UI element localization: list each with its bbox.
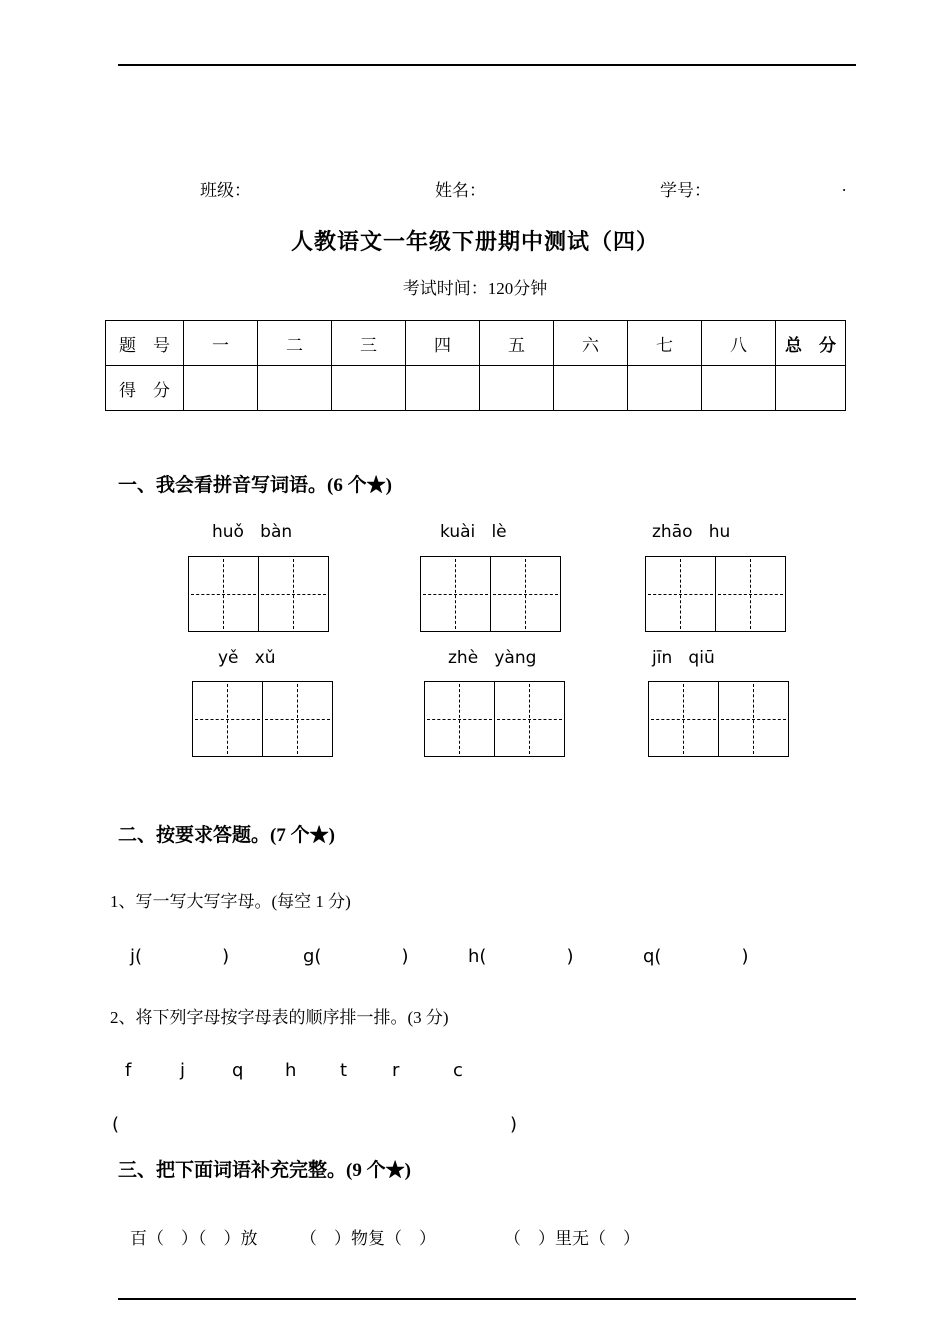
score-row xyxy=(106,366,846,411)
page-title: 人教语文一年级下册期中测试（四） xyxy=(290,229,659,254)
writing-cell xyxy=(646,557,715,631)
score-cell xyxy=(776,366,846,411)
writing-cell xyxy=(262,682,332,756)
score-cell xyxy=(628,366,702,411)
uppercase-blank-h: h( ) xyxy=(468,946,574,967)
writing-cell xyxy=(490,557,560,631)
writing-cell xyxy=(425,682,494,756)
writing-grid xyxy=(188,556,329,632)
writing-cell xyxy=(494,682,564,756)
column-six: 六 xyxy=(554,321,628,366)
answer-paren-open: ( xyxy=(112,1114,120,1135)
top-rule xyxy=(118,64,856,66)
pinyin-label-kuaile: kuài lè xyxy=(440,522,507,542)
writing-grid xyxy=(420,556,561,632)
writing-cell xyxy=(718,682,788,756)
exam-time: 考试时间：120分钟 xyxy=(402,279,548,298)
score-cell xyxy=(480,366,554,411)
column-eight: 八 xyxy=(702,321,776,366)
student-id-label: 学号： xyxy=(660,181,711,200)
score-table xyxy=(105,320,846,411)
pinyin-label-huoban: huǒ bàn xyxy=(212,522,293,542)
section-three-heading: 三、把下面词语补充完整。(9 个★) xyxy=(118,1160,411,1181)
pinyin-label-zheyang: zhè yàng xyxy=(448,648,537,668)
writing-cell xyxy=(421,557,490,631)
score-cell xyxy=(258,366,332,411)
column-three: 三 xyxy=(332,321,406,366)
column-seven: 七 xyxy=(628,321,702,366)
sort-letter-j: j xyxy=(180,1060,186,1081)
sort-letter-c: c xyxy=(453,1060,463,1081)
score-cell xyxy=(702,366,776,411)
pinyin-label-jinqiu: jīn qiū xyxy=(652,648,715,668)
class-label: 班级： xyxy=(200,181,251,200)
uppercase-blank-q: q( ) xyxy=(643,946,749,967)
column-four: 四 xyxy=(406,321,480,366)
sort-letter-h: h xyxy=(285,1060,297,1081)
uppercase-blank-g: g( ) xyxy=(303,946,409,967)
uppercase-blank-j: j( ) xyxy=(130,946,230,967)
bottom-rule xyxy=(118,1298,856,1300)
writing-grid xyxy=(645,556,786,632)
score-table-header-row xyxy=(106,321,846,366)
column-five: 五 xyxy=(480,321,554,366)
question-number-label: 题 号 xyxy=(106,321,184,366)
writing-grid xyxy=(424,681,565,757)
trailing-period: . xyxy=(842,176,847,195)
item2-label: 2、将下列字母按字母表的顺序排一排。(3 分) xyxy=(110,1008,449,1027)
writing-cell xyxy=(649,682,718,756)
writing-grid xyxy=(648,681,789,757)
score-cell xyxy=(332,366,406,411)
column-one: 一 xyxy=(184,321,258,366)
sort-letter-t: t xyxy=(340,1060,348,1081)
score-cell xyxy=(554,366,628,411)
section-two-heading: 二、按要求答题。(7 个★) xyxy=(118,825,335,846)
fill-in-line: 百（ ）（ ）放 （ ）物复（ ） （ ）里无（ ） xyxy=(130,1229,640,1248)
score-cell xyxy=(184,366,258,411)
answer-paren-close: ) xyxy=(510,1114,518,1135)
writing-cell xyxy=(189,557,258,631)
sort-letter-q: q xyxy=(232,1060,244,1081)
score-cell xyxy=(406,366,480,411)
name-label: 姓名： xyxy=(435,181,486,200)
pinyin-label-yexu: yě xǔ xyxy=(218,648,276,668)
item1-label: 1、写一写大写字母。(每空 1 分) xyxy=(110,892,351,911)
sort-letter-f: f xyxy=(125,1060,132,1081)
writing-grid xyxy=(192,681,333,757)
column-two: 二 xyxy=(258,321,332,366)
total-score-label: 总 分 xyxy=(776,321,846,366)
writing-cell xyxy=(715,557,785,631)
section-one-heading: 一、我会看拼音写词语。(6 个★) xyxy=(118,475,392,496)
sort-letter-r: r xyxy=(392,1060,400,1081)
writing-cell xyxy=(258,557,328,631)
pinyin-label-zhaohu: zhāo hu xyxy=(652,522,731,542)
score-row-label: 得 分 xyxy=(106,366,184,411)
writing-cell xyxy=(193,682,262,756)
